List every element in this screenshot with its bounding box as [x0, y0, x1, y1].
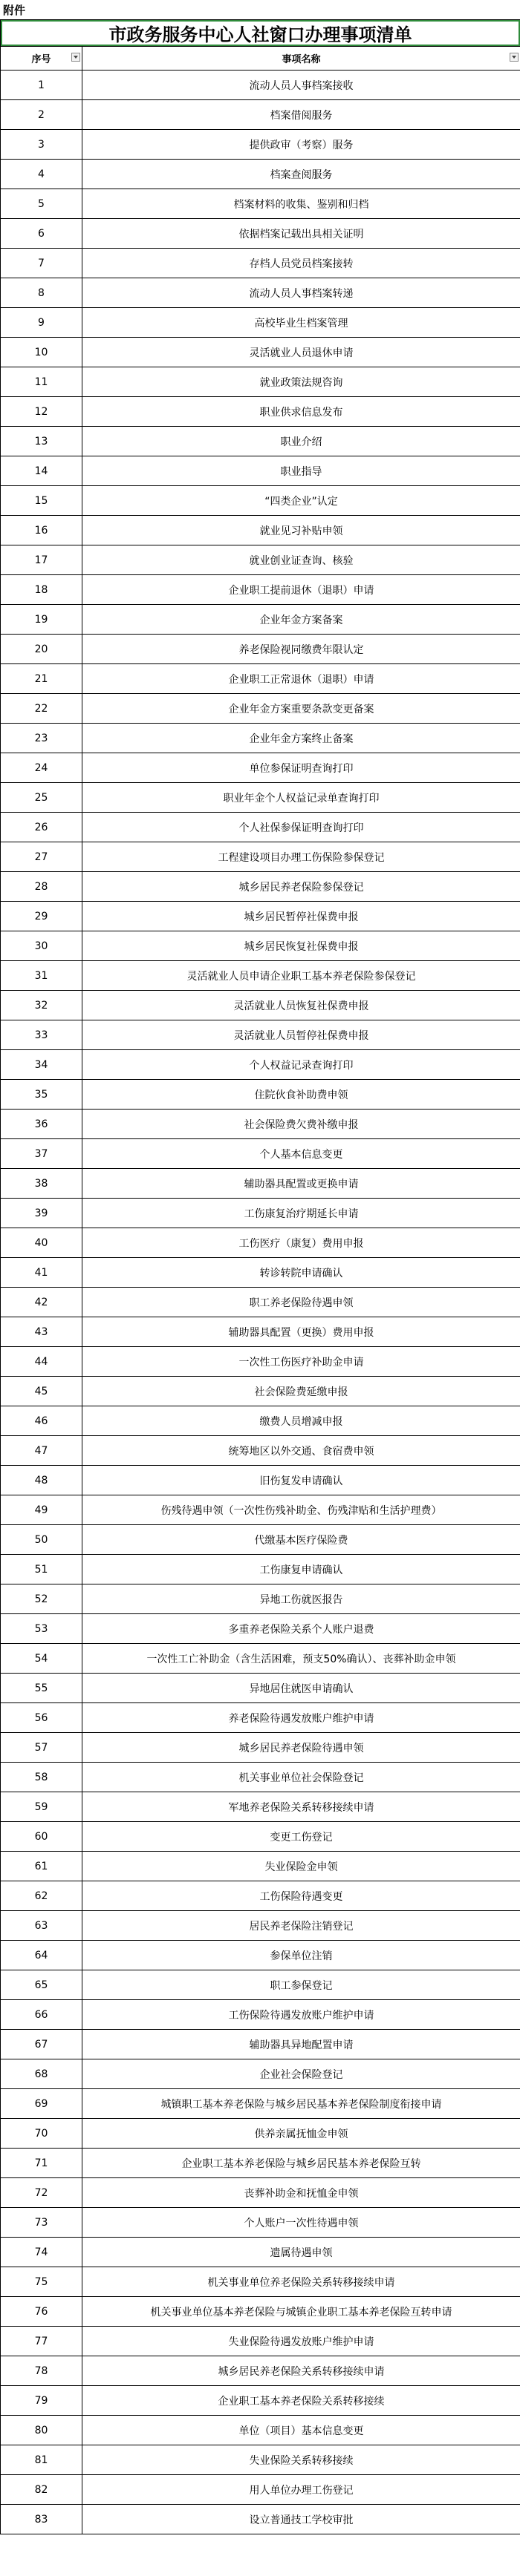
- table-row: [1, 2238, 520, 2267]
- row-number: 25: [1, 783, 82, 813]
- item-name: 企业社会保险登记: [82, 2059, 520, 2089]
- item-name: 失业保险待遇发放账户维护申请: [82, 2327, 520, 2356]
- row-number: 17: [1, 545, 82, 575]
- table-row: [1, 2000, 520, 2030]
- item-name: 城乡居民养老保险关系转移接续申请: [82, 2356, 520, 2386]
- item-name: 养老保险待遇发放账户维护申请: [82, 1703, 520, 1733]
- item-name: 职业指导: [82, 456, 520, 486]
- row-number: 62: [1, 1881, 82, 1911]
- table-row: [1, 1555, 520, 1584]
- table-row: [1, 902, 520, 931]
- row-number: 71: [1, 2149, 82, 2178]
- row-number: 2: [1, 100, 82, 130]
- item-name: 异地工伤就医报告: [82, 1584, 520, 1614]
- item-name: 个人基本信息变更: [82, 1139, 520, 1169]
- row-number: 4: [1, 160, 82, 189]
- row-number: 38: [1, 1169, 82, 1199]
- row-number: 29: [1, 902, 82, 931]
- table-row: [1, 2089, 520, 2119]
- row-number: 37: [1, 1139, 82, 1169]
- table-row: [1, 1911, 520, 1941]
- item-name: 企业职工正常退休（退职）申请: [82, 664, 520, 694]
- item-name: “四类企业”认定: [82, 486, 520, 516]
- row-number: 40: [1, 1228, 82, 1258]
- item-name: 代缴基本医疗保险费: [82, 1525, 520, 1555]
- item-name: 城乡居民恢复社保费申报: [82, 931, 520, 961]
- item-name: 存档人员党员档案接转: [82, 249, 520, 278]
- item-name: 工伤康复治疗期延长申请: [82, 1199, 520, 1228]
- table-row: [1, 71, 520, 100]
- filter-dropdown-icon[interactable]: [510, 53, 519, 62]
- row-number: 67: [1, 2030, 82, 2059]
- row-number: 79: [1, 2386, 82, 2416]
- item-name: 工伤保险待遇发放账户维护申请: [82, 2000, 520, 2030]
- table-row: [1, 516, 520, 545]
- item-name: 个人社保参保证明查询打印: [82, 813, 520, 842]
- item-name: 就业创业证查询、核验: [82, 545, 520, 575]
- row-number: 5: [1, 189, 82, 219]
- row-number: 13: [1, 427, 82, 456]
- table-row: [1, 2030, 520, 2059]
- row-number: 32: [1, 991, 82, 1020]
- row-number: 34: [1, 1050, 82, 1080]
- item-name: 旧伤复发申请确认: [82, 1466, 520, 1495]
- row-number: 72: [1, 2178, 82, 2208]
- table-row: [1, 189, 520, 219]
- table-row: [1, 249, 520, 278]
- item-name: 灵活就业人员退休申请: [82, 338, 520, 367]
- row-number: 41: [1, 1258, 82, 1288]
- row-number: 50: [1, 1525, 82, 1555]
- item-name: 个人账户一次性待遇申领: [82, 2208, 520, 2238]
- table-row: [1, 1139, 520, 1169]
- table-row: [1, 1466, 520, 1495]
- table-row: [1, 1763, 520, 1792]
- row-number: 49: [1, 1495, 82, 1525]
- table-row: [1, 694, 520, 724]
- row-number: 52: [1, 1584, 82, 1614]
- item-name: 企业年金方案终止备案: [82, 724, 520, 753]
- row-number: 54: [1, 1644, 82, 1674]
- service-items-table: [0, 19, 520, 2534]
- table-row: [1, 1495, 520, 1525]
- row-number: 44: [1, 1347, 82, 1377]
- table-row: [1, 1970, 520, 2000]
- row-number: 64: [1, 1941, 82, 1970]
- item-name: 工伤康复申请确认: [82, 1555, 520, 1584]
- table-row: [1, 308, 520, 338]
- filter-dropdown-icon[interactable]: [71, 53, 80, 62]
- table-row: [1, 2386, 520, 2416]
- item-name: 多重养老保险关系个人账户退费: [82, 1614, 520, 1644]
- table-row: [1, 1258, 520, 1288]
- table-row: [1, 160, 520, 189]
- item-name: 就业见习补贴申领: [82, 516, 520, 545]
- item-name: 就业政策法规咨询: [82, 367, 520, 397]
- table-row: [1, 1377, 520, 1406]
- row-number: 19: [1, 605, 82, 635]
- item-name: 城镇职工基本养老保险与城乡居民基本养老保险制度衔接申请: [82, 2089, 520, 2119]
- table-row: [1, 1347, 520, 1377]
- row-number: 81: [1, 2445, 82, 2475]
- item-name: 流动人员人事档案转递: [82, 278, 520, 308]
- table-row: [1, 872, 520, 902]
- column-header-number: [1, 47, 82, 71]
- table-row: [1, 1881, 520, 1911]
- table-body: [1, 71, 520, 2534]
- table-row: [1, 1050, 520, 1080]
- row-number: 46: [1, 1406, 82, 1436]
- table-row: [1, 2208, 520, 2238]
- row-number: 78: [1, 2356, 82, 2386]
- table-row: [1, 961, 520, 991]
- row-number: 45: [1, 1377, 82, 1406]
- item-name: 工程建设项目办理工伤保险参保登记: [82, 842, 520, 872]
- table-row: [1, 753, 520, 783]
- table-row: [1, 813, 520, 842]
- table-row: [1, 2267, 520, 2297]
- table-row: [1, 397, 520, 427]
- table-row: [1, 100, 520, 130]
- row-number: 33: [1, 1020, 82, 1050]
- table-row: [1, 842, 520, 872]
- row-number: 15: [1, 486, 82, 516]
- item-name: 机关事业单位养老保险关系转移接续申请: [82, 2267, 520, 2297]
- row-number: 9: [1, 308, 82, 338]
- item-name: 供养亲属抚恤金申领: [82, 2119, 520, 2149]
- item-name: 养老保险视同缴费年限认定: [82, 635, 520, 664]
- table-row: [1, 456, 520, 486]
- table-row: [1, 605, 520, 635]
- row-number: 14: [1, 456, 82, 486]
- attachment-label: 附件: [3, 4, 26, 17]
- item-name: 提供政审（考察）服务: [82, 130, 520, 160]
- row-number: 36: [1, 1110, 82, 1139]
- table-row: [1, 1941, 520, 1970]
- item-name: 档案材料的收集、鉴别和归档: [82, 189, 520, 219]
- table-row: [1, 1674, 520, 1703]
- row-number: 12: [1, 397, 82, 427]
- table-row: [1, 2297, 520, 2327]
- table-row: [1, 724, 520, 753]
- row-number: 68: [1, 2059, 82, 2089]
- row-number: 59: [1, 1792, 82, 1822]
- table-row: [1, 1169, 520, 1199]
- row-number: 7: [1, 249, 82, 278]
- item-name: 档案借阅服务: [82, 100, 520, 130]
- page-title: 市政务服务中心人社窗口办理事项清单: [1, 20, 520, 47]
- row-number: 57: [1, 1733, 82, 1763]
- row-number: 77: [1, 2327, 82, 2356]
- row-number: 48: [1, 1466, 82, 1495]
- item-name: 转诊转院申请确认: [82, 1258, 520, 1288]
- item-name: 职业供求信息发布: [82, 397, 520, 427]
- table-row: [1, 2119, 520, 2149]
- table-row: [1, 1822, 520, 1852]
- item-name: 机关事业单位基本养老保险与城镇企业职工基本养老保险互转申请: [82, 2297, 520, 2327]
- item-name: 企业职工基本养老保险关系转移接续: [82, 2386, 520, 2416]
- row-number: 63: [1, 1911, 82, 1941]
- table-row: [1, 2445, 520, 2475]
- table-row: [1, 367, 520, 397]
- item-name: 用人单位办理工伤登记: [82, 2475, 520, 2505]
- table-row: [1, 1703, 520, 1733]
- item-name: 工伤医疗（康复）费用申报: [82, 1228, 520, 1258]
- table-row: [1, 2505, 520, 2534]
- item-name: 灵活就业人员暂停社保费申报: [82, 1020, 520, 1050]
- row-number: 53: [1, 1614, 82, 1644]
- item-name: 灵活就业人员恢复社保费申报: [82, 991, 520, 1020]
- item-name: 丧葬补助金和抚恤金申领: [82, 2178, 520, 2208]
- table-row: [1, 427, 520, 456]
- item-name: 变更工伤登记: [82, 1822, 520, 1852]
- table-row: [1, 2149, 520, 2178]
- row-number: 11: [1, 367, 82, 397]
- table-row: [1, 1080, 520, 1110]
- item-name: 企业职工基本养老保险与城乡居民基本养老保险互转: [82, 2149, 520, 2178]
- table-row: [1, 1199, 520, 1228]
- item-name: 城乡居民养老保险待遇申领: [82, 1733, 520, 1763]
- item-name: 统筹地区以外交通、食宿费申领: [82, 1436, 520, 1466]
- row-number: 51: [1, 1555, 82, 1584]
- item-name: 城乡居民养老保险参保登记: [82, 872, 520, 902]
- item-name: 职业年金个人权益记录单查询打印: [82, 783, 520, 813]
- row-number: 56: [1, 1703, 82, 1733]
- item-name: 辅助器具配置或更换申请: [82, 1169, 520, 1199]
- item-name: 职业介绍: [82, 427, 520, 456]
- item-name: 伤残待遇申领（一次性伤残补助金、伤残津贴和生活护理费）: [82, 1495, 520, 1525]
- item-name: 档案查阅服务: [82, 160, 520, 189]
- row-number: 61: [1, 1852, 82, 1881]
- column-header-name: [82, 47, 520, 71]
- table-row: [1, 1317, 520, 1347]
- table-row: [1, 2416, 520, 2445]
- column-header-number-label: 序号: [31, 54, 51, 65]
- item-name: 企业年金方案备案: [82, 605, 520, 635]
- row-number: 3: [1, 130, 82, 160]
- row-number: 26: [1, 813, 82, 842]
- row-number: 83: [1, 2505, 82, 2534]
- item-name: 社会保险费延缴申报: [82, 1377, 520, 1406]
- row-number: 69: [1, 2089, 82, 2119]
- item-name: 社会保险费欠费补缴申报: [82, 1110, 520, 1139]
- row-number: 27: [1, 842, 82, 872]
- item-name: 企业年金方案重要条款变更备案: [82, 694, 520, 724]
- item-name: 一次性工亡补助金（含生活困难，预支50%确认）、丧葬补助金申领: [82, 1644, 520, 1674]
- table-row: [1, 2059, 520, 2089]
- item-name: 一次性工伤医疗补助金申请: [82, 1347, 520, 1377]
- row-number: 74: [1, 2238, 82, 2267]
- row-number: 65: [1, 1970, 82, 2000]
- table-row: [1, 1792, 520, 1822]
- item-name: 辅助器具异地配置申请: [82, 2030, 520, 2059]
- table-row: [1, 1406, 520, 1436]
- table-row: [1, 545, 520, 575]
- table-row: [1, 1584, 520, 1614]
- table-row: [1, 1852, 520, 1881]
- row-number: 20: [1, 635, 82, 664]
- item-name: 机关事业单位社会保险登记: [82, 1763, 520, 1792]
- row-number: 80: [1, 2416, 82, 2445]
- row-number: 1: [1, 71, 82, 100]
- table-row: [1, 1020, 520, 1050]
- row-number: 76: [1, 2297, 82, 2327]
- item-name: 军地养老保险关系转移接续申请: [82, 1792, 520, 1822]
- row-number: 70: [1, 2119, 82, 2149]
- table-row: [1, 2475, 520, 2505]
- row-number: 47: [1, 1436, 82, 1466]
- row-number: 24: [1, 753, 82, 783]
- row-number: 39: [1, 1199, 82, 1228]
- item-name: 城乡居民暂停社保费申报: [82, 902, 520, 931]
- table-row: [1, 1644, 520, 1674]
- row-number: 75: [1, 2267, 82, 2297]
- table-row: [1, 338, 520, 367]
- item-name: 遗属待遇申领: [82, 2238, 520, 2267]
- item-name: 失业保险金申领: [82, 1852, 520, 1881]
- row-number: 55: [1, 1674, 82, 1703]
- row-number: 73: [1, 2208, 82, 2238]
- table-row: [1, 1228, 520, 1258]
- table-row: [1, 130, 520, 160]
- table-row: [1, 1614, 520, 1644]
- table-row: [1, 1288, 520, 1317]
- row-number: 35: [1, 1080, 82, 1110]
- table-row: [1, 1436, 520, 1466]
- item-name: 失业保险关系转移接续: [82, 2445, 520, 2475]
- table-row: [1, 1733, 520, 1763]
- item-name: 工伤保险待遇变更: [82, 1881, 520, 1911]
- row-number: 58: [1, 1763, 82, 1792]
- row-number: 18: [1, 575, 82, 605]
- row-number: 28: [1, 872, 82, 902]
- table-row: [1, 1110, 520, 1139]
- table-row: [1, 664, 520, 694]
- row-number: 10: [1, 338, 82, 367]
- row-number: 8: [1, 278, 82, 308]
- item-name: 依据档案记载出具相关证明: [82, 219, 520, 249]
- table-row: [1, 2178, 520, 2208]
- row-number: 6: [1, 219, 82, 249]
- table-row: [1, 2356, 520, 2386]
- table-row: [1, 991, 520, 1020]
- item-name: 居民养老保险注销登记: [82, 1911, 520, 1941]
- item-name: 单位（项目）基本信息变更: [82, 2416, 520, 2445]
- row-number: 82: [1, 2475, 82, 2505]
- item-name: 职工参保登记: [82, 1970, 520, 2000]
- row-number: 31: [1, 961, 82, 991]
- item-name: 灵活就业人员申请企业职工基本养老保险参保登记: [82, 961, 520, 991]
- column-header-name-label: 事项名称: [282, 54, 321, 65]
- row-number: 16: [1, 516, 82, 545]
- row-number: 43: [1, 1317, 82, 1347]
- table-row: [1, 278, 520, 308]
- item-name: 设立普通技工学校审批: [82, 2505, 520, 2534]
- table-row: [1, 219, 520, 249]
- item-name: 职工养老保险待遇申领: [82, 1288, 520, 1317]
- table-row: [1, 575, 520, 605]
- item-name: 缴费人员增减申报: [82, 1406, 520, 1436]
- table-row: [1, 635, 520, 664]
- table-row: [1, 486, 520, 516]
- table-row: [1, 2327, 520, 2356]
- item-name: 个人权益记录查询打印: [82, 1050, 520, 1080]
- row-number: 66: [1, 2000, 82, 2030]
- table-row: [1, 931, 520, 961]
- item-name: 单位参保证明查询打印: [82, 753, 520, 783]
- table-row: [1, 1525, 520, 1555]
- item-name: 高校毕业生档案管理: [82, 308, 520, 338]
- row-number: 23: [1, 724, 82, 753]
- row-number: 21: [1, 664, 82, 694]
- row-number: 22: [1, 694, 82, 724]
- item-name: 住院伙食补助费申领: [82, 1080, 520, 1110]
- item-name: 辅助器具配置（更换）费用申报: [82, 1317, 520, 1347]
- item-name: 参保单位注销: [82, 1941, 520, 1970]
- row-number: 60: [1, 1822, 82, 1852]
- item-name: 企业职工提前退休（退职）申请: [82, 575, 520, 605]
- item-name: 异地居住就医申请确认: [82, 1674, 520, 1703]
- row-number: 30: [1, 931, 82, 961]
- table-row: [1, 783, 520, 813]
- item-name: 流动人员人事档案接收: [82, 71, 520, 100]
- row-number: 42: [1, 1288, 82, 1317]
